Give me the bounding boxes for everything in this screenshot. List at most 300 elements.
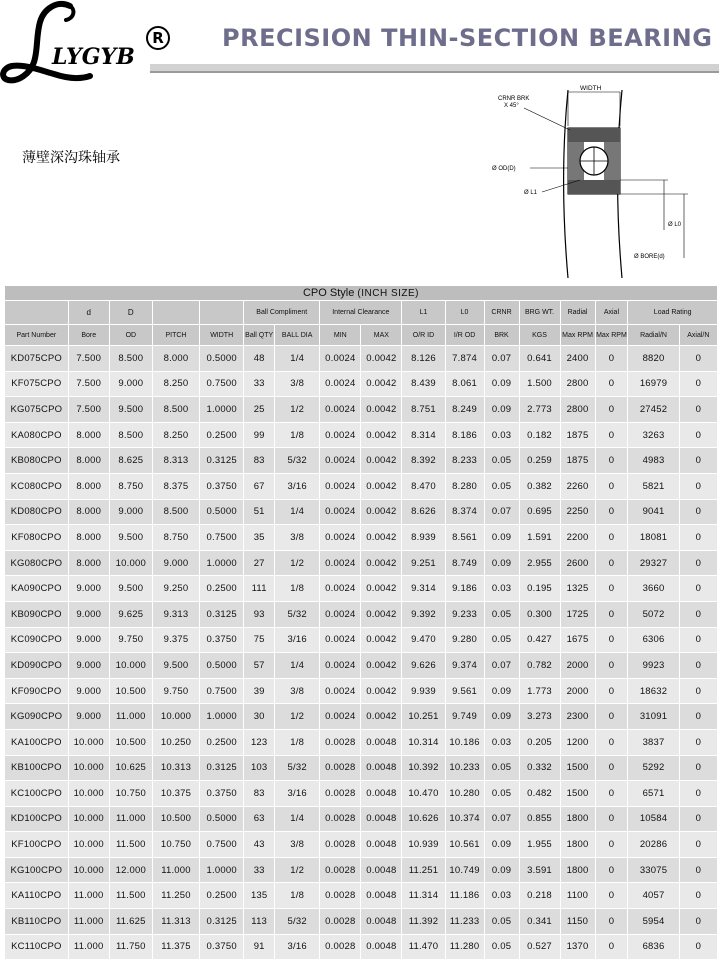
cell-clearance-max: 0.0042 (361, 422, 402, 448)
cell-bearing-weight: 0.527 (519, 934, 560, 960)
cell-load-radial: 16979 (628, 371, 679, 397)
cell-part-number: KD080CPO (5, 499, 69, 525)
cell-load-radial: 27452 (628, 397, 679, 423)
cell-radial-max-rpm: 2260 (560, 473, 595, 499)
cell-axial-max-rpm: 0 (595, 525, 628, 551)
table-row (5, 806, 718, 832)
cell-part-number: KF080CPO (5, 525, 69, 551)
cell-od: 10.500 (109, 729, 152, 755)
cell-bore: 8.000 (68, 422, 109, 448)
cell-od: 11.500 (109, 883, 152, 909)
cell-ball-dia: 3/8 (275, 832, 320, 858)
cell-or-id: 10.939 (402, 832, 445, 858)
cell-load-radial: 29327 (628, 550, 679, 576)
cell-bore: 7.500 (68, 371, 109, 397)
cell-clearance-max: 0.0042 (361, 550, 402, 576)
header-cell-internal-clearance: Internal Clearance (320, 301, 402, 325)
cell-width: 1.0000 (200, 857, 244, 883)
cell-part-number: KC110CPO (5, 934, 69, 960)
cell-clearance-min: 0.0028 (320, 909, 361, 935)
cell-width: 1.0000 (200, 704, 244, 730)
cell-corner-break: 0.07 (484, 346, 519, 372)
cell-clearance-min: 0.0028 (320, 883, 361, 909)
cell-axial-max-rpm: 0 (595, 934, 628, 960)
cell-corner-break: 0.09 (484, 678, 519, 704)
cell-radial-max-rpm: 2250 (560, 499, 595, 525)
cell-ball-dia: 1/8 (275, 422, 320, 448)
cell-load-axial: 0 (679, 729, 717, 755)
table-row (5, 499, 718, 525)
cell-clearance-min: 0.0024 (320, 473, 361, 499)
cell-clearance-min: 0.0028 (320, 934, 361, 960)
cell-load-axial: 0 (679, 704, 717, 730)
cell-radial-max-rpm: 1725 (560, 601, 595, 627)
cell-ir-od: 9.749 (445, 704, 484, 730)
cell-bore: 11.000 (68, 883, 109, 909)
column-header: O/R ID (402, 325, 445, 346)
cell-od: 12.000 (109, 857, 152, 883)
cell-load-radial: 9041 (628, 499, 679, 525)
cell-or-id: 8.939 (402, 525, 445, 551)
cell-axial-max-rpm: 0 (595, 806, 628, 832)
cell-ir-od: 9.280 (445, 627, 484, 653)
column-header: Max RPM (560, 325, 595, 346)
cell-corner-break: 0.05 (484, 601, 519, 627)
cell-ball-dia: 5/32 (275, 755, 320, 781)
cell-part-number: KF075CPO (5, 371, 69, 397)
cell-ball-dia: 3/16 (275, 781, 320, 807)
cell-bore: 8.000 (68, 499, 109, 525)
cell-corner-break: 0.09 (484, 832, 519, 858)
cell-bore: 9.000 (68, 576, 109, 602)
cell-bearing-weight: 0.195 (519, 576, 560, 602)
cell-ball-dia: 5/32 (275, 909, 320, 935)
cell-load-radial: 6571 (628, 781, 679, 807)
cell-clearance-min: 0.0024 (320, 576, 361, 602)
cell-od: 11.000 (109, 806, 152, 832)
cell-axial-max-rpm: 0 (595, 601, 628, 627)
cell-clearance-min: 0.0028 (320, 755, 361, 781)
cell-radial-max-rpm: 1100 (560, 883, 595, 909)
cell-ball-dia: 5/32 (275, 448, 320, 474)
cell-clearance-max: 0.0048 (361, 832, 402, 858)
cell-width: 0.3750 (200, 627, 244, 653)
cell-load-axial: 0 (679, 755, 717, 781)
cell-ball-dia: 3/16 (275, 473, 320, 499)
cell-ball-dia: 3/8 (275, 678, 320, 704)
cell-ball-dia: 3/16 (275, 934, 320, 960)
cell-ball-qty: 63 (244, 806, 275, 832)
table-header-row-2 (5, 325, 718, 346)
cell-bearing-weight: 0.300 (519, 601, 560, 627)
cell-ball-dia: 1/2 (275, 397, 320, 423)
cell-ball-qty: 48 (244, 346, 275, 372)
table-title-sub: (INCH SIZE) (357, 288, 420, 299)
cell-pitch: 10.250 (152, 729, 199, 755)
column-header: KGS (519, 325, 560, 346)
cell-ball-dia: 1/8 (275, 576, 320, 602)
cell-radial-max-rpm: 2800 (560, 397, 595, 423)
cell-width: 0.5000 (200, 806, 244, 832)
cell-bore: 9.000 (68, 601, 109, 627)
cell-ball-dia: 1/2 (275, 550, 320, 576)
cell-bearing-weight: 0.259 (519, 448, 560, 474)
cell-ball-qty: 25 (244, 397, 275, 423)
cell-clearance-min: 0.0028 (320, 806, 361, 832)
cell-clearance-max: 0.0042 (361, 473, 402, 499)
cell-clearance-min: 0.0024 (320, 601, 361, 627)
cell-ball-qty: 27 (244, 550, 275, 576)
cell-pitch: 8.750 (152, 525, 199, 551)
cell-ball-qty: 103 (244, 755, 275, 781)
corner-angle-label: X 45° (504, 103, 519, 109)
cell-bore: 9.000 (68, 678, 109, 704)
cell-clearance-max: 0.0042 (361, 499, 402, 525)
cell-load-axial: 0 (679, 499, 717, 525)
cell-ball-qty: 43 (244, 832, 275, 858)
cell-bore: 9.000 (68, 704, 109, 730)
column-header: Max RPM (595, 325, 628, 346)
cell-part-number: KD090CPO (5, 653, 69, 679)
cell-ball-dia: 1/2 (275, 704, 320, 730)
cell-bore: 10.000 (68, 857, 109, 883)
cell-od: 9.000 (109, 371, 152, 397)
cell-bearing-weight: 1.773 (519, 678, 560, 704)
page-title: PRECISION THIN-SECTION BEARING (222, 24, 713, 52)
cell-ir-od: 9.561 (445, 678, 484, 704)
cell-load-radial: 5292 (628, 755, 679, 781)
cell-load-radial: 10584 (628, 806, 679, 832)
cell-clearance-min: 0.0028 (320, 729, 361, 755)
cell-or-id: 11.314 (402, 883, 445, 909)
cell-ball-dia: 1/4 (275, 806, 320, 832)
cell-bearing-weight: 0.641 (519, 346, 560, 372)
table-header-row-1 (5, 301, 718, 325)
cell-load-radial: 5821 (628, 473, 679, 499)
column-header: BALL DIA (275, 325, 320, 346)
cell-od: 10.000 (109, 653, 152, 679)
cell-clearance-min: 0.0024 (320, 627, 361, 653)
header-cell: Axial (595, 301, 628, 325)
l1-label: Ø L1 (524, 190, 538, 196)
cell-ir-od: 10.186 (445, 729, 484, 755)
cell-clearance-max: 0.0048 (361, 883, 402, 909)
column-header: Radial/N (628, 325, 679, 346)
cell-axial-max-rpm: 0 (595, 857, 628, 883)
cell-part-number: KC090CPO (5, 627, 69, 653)
cell-ir-od: 8.749 (445, 550, 484, 576)
cell-clearance-max: 0.0042 (361, 397, 402, 423)
cell-corner-break: 0.03 (484, 422, 519, 448)
width-label: WIDTH (580, 85, 602, 92)
header-cell-load-rating: Load Rating (628, 301, 718, 325)
table-row (5, 678, 718, 704)
cell-pitch: 11.250 (152, 883, 199, 909)
cell-ir-od: 9.374 (445, 653, 484, 679)
cell-bearing-weight: 2.955 (519, 550, 560, 576)
cell-bore: 9.000 (68, 653, 109, 679)
cell-width: 0.3125 (200, 448, 244, 474)
cell-od: 9.625 (109, 601, 152, 627)
cell-bore: 9.000 (68, 627, 109, 653)
cell-load-axial: 0 (679, 832, 717, 858)
cell-ir-od: 9.233 (445, 601, 484, 627)
cell-pitch: 9.250 (152, 576, 199, 602)
cell-od: 9.500 (109, 576, 152, 602)
column-header: WIDTH (200, 325, 244, 346)
cell-bearing-weight: 1.955 (519, 832, 560, 858)
cell-clearance-min: 0.0024 (320, 397, 361, 423)
cell-part-number: KB090CPO (5, 601, 69, 627)
cell-clearance-max: 0.0048 (361, 934, 402, 960)
header-cell: d (68, 301, 109, 325)
cell-radial-max-rpm: 1150 (560, 909, 595, 935)
cell-load-radial: 31091 (628, 704, 679, 730)
cell-or-id: 9.939 (402, 678, 445, 704)
cell-corner-break: 0.05 (484, 909, 519, 935)
cell-corner-break: 0.03 (484, 729, 519, 755)
cell-pitch: 9.500 (152, 653, 199, 679)
table-row (5, 473, 718, 499)
cell-radial-max-rpm: 2200 (560, 525, 595, 551)
cell-or-id: 10.251 (402, 704, 445, 730)
cell-or-id: 11.251 (402, 857, 445, 883)
cell-corner-break: 0.03 (484, 576, 519, 602)
cell-bearing-weight: 0.427 (519, 627, 560, 653)
cell-clearance-max: 0.0048 (361, 781, 402, 807)
cell-width: 0.3750 (200, 934, 244, 960)
cell-ball-dia: 5/32 (275, 601, 320, 627)
cell-part-number: KB110CPO (5, 909, 69, 935)
cell-axial-max-rpm: 0 (595, 883, 628, 909)
table-row (5, 781, 718, 807)
table-row (5, 601, 718, 627)
cell-width: 0.5000 (200, 499, 244, 525)
cell-corner-break: 0.03 (484, 883, 519, 909)
cell-bearing-weight: 0.382 (519, 473, 560, 499)
cell-corner-break: 0.05 (484, 627, 519, 653)
cell-width: 0.2500 (200, 883, 244, 909)
column-header: Bore (68, 325, 109, 346)
cell-load-radial: 5954 (628, 909, 679, 935)
cell-bore: 10.000 (68, 832, 109, 858)
cell-bearing-weight: 0.482 (519, 781, 560, 807)
cell-ball-qty: 91 (244, 934, 275, 960)
l0-label: Ø L0 (668, 222, 682, 228)
cell-corner-break: 0.05 (484, 781, 519, 807)
cell-ball-qty: 123 (244, 729, 275, 755)
column-header: MAX (361, 325, 402, 346)
chinese-subtitle: 薄壁深沟珠轴承 (22, 150, 120, 166)
cell-pitch: 11.375 (152, 934, 199, 960)
cell-bore: 7.500 (68, 397, 109, 423)
cell-bore: 10.000 (68, 806, 109, 832)
cell-clearance-max: 0.0048 (361, 909, 402, 935)
cell-bore: 11.000 (68, 909, 109, 935)
cell-part-number: KD075CPO (5, 346, 69, 372)
cell-clearance-min: 0.0028 (320, 857, 361, 883)
cell-clearance-max: 0.0042 (361, 525, 402, 551)
table-row (5, 653, 718, 679)
cell-pitch: 10.000 (152, 704, 199, 730)
cell-radial-max-rpm: 1875 (560, 422, 595, 448)
cell-part-number: KG080CPO (5, 550, 69, 576)
cell-corner-break: 0.09 (484, 397, 519, 423)
bearing-section (568, 128, 620, 194)
cell-clearance-max: 0.0048 (361, 806, 402, 832)
cell-ir-od: 8.186 (445, 422, 484, 448)
cell-pitch: 9.313 (152, 601, 199, 627)
cell-ball-qty: 93 (244, 601, 275, 627)
table-row (5, 371, 718, 397)
cell-radial-max-rpm: 2800 (560, 371, 595, 397)
cell-pitch: 8.500 (152, 499, 199, 525)
cell-clearance-min: 0.0024 (320, 550, 361, 576)
cell-load-axial: 0 (679, 473, 717, 499)
cell-part-number: KB080CPO (5, 448, 69, 474)
cell-load-radial: 20286 (628, 832, 679, 858)
cell-ball-qty: 33 (244, 857, 275, 883)
cell-or-id: 8.314 (402, 422, 445, 448)
cell-ball-qty: 67 (244, 473, 275, 499)
column-header: Ball QTY (244, 325, 275, 346)
cell-od: 11.750 (109, 934, 152, 960)
column-header: MIN (320, 325, 361, 346)
cell-width: 0.3125 (200, 755, 244, 781)
cell-axial-max-rpm: 0 (595, 653, 628, 679)
cell-pitch: 10.375 (152, 781, 199, 807)
cell-clearance-max: 0.0042 (361, 576, 402, 602)
cell-load-axial: 0 (679, 781, 717, 807)
cell-od: 8.500 (109, 346, 152, 372)
cell-ball-dia: 1/2 (275, 857, 320, 883)
cell-or-id: 10.392 (402, 755, 445, 781)
corner-break-label: CRNR BRK (498, 96, 530, 102)
table-row (5, 422, 718, 448)
cell-load-axial: 0 (679, 550, 717, 576)
od-label: Ø OD(D) (492, 166, 516, 172)
column-header: I/R OD (445, 325, 484, 346)
header-cell: BRG WT. (519, 301, 560, 325)
cell-bearing-weight: 0.695 (519, 499, 560, 525)
cell-ball-qty: 35 (244, 525, 275, 551)
logo-graphic (0, 0, 150, 92)
cell-load-radial: 33075 (628, 857, 679, 883)
cell-or-id: 8.126 (402, 346, 445, 372)
cell-ir-od: 8.061 (445, 371, 484, 397)
cell-radial-max-rpm: 1800 (560, 806, 595, 832)
cell-load-radial: 18081 (628, 525, 679, 551)
cell-width: 0.3750 (200, 781, 244, 807)
bearing-cross-section-diagram (484, 80, 710, 280)
cell-width: 0.7500 (200, 525, 244, 551)
cell-od: 9.500 (109, 397, 152, 423)
cell-clearance-max: 0.0042 (361, 346, 402, 372)
column-header: Axial/N (679, 325, 717, 346)
cell-load-radial: 3837 (628, 729, 679, 755)
logo-text: LYGYB (52, 44, 135, 70)
cell-pitch: 10.500 (152, 806, 199, 832)
cell-bearing-weight: 0.218 (519, 883, 560, 909)
cell-ball-dia: 1/8 (275, 729, 320, 755)
cell-axial-max-rpm: 0 (595, 448, 628, 474)
cell-part-number: KF090CPO (5, 678, 69, 704)
cell-clearance-min: 0.0024 (320, 525, 361, 551)
cell-part-number: KG090CPO (5, 704, 69, 730)
cell-axial-max-rpm: 0 (595, 781, 628, 807)
cell-axial-max-rpm: 0 (595, 704, 628, 730)
cell-part-number: KA090CPO (5, 576, 69, 602)
header-cell: CRNR (484, 301, 519, 325)
cell-clearance-min: 0.0024 (320, 653, 361, 679)
cell-load-radial: 9923 (628, 653, 679, 679)
column-header: PITCH (152, 325, 199, 346)
cell-part-number: KA100CPO (5, 729, 69, 755)
cell-bearing-weight: 1.591 (519, 525, 560, 551)
cell-load-radial: 5072 (628, 601, 679, 627)
table-row (5, 755, 718, 781)
cell-load-axial: 0 (679, 883, 717, 909)
cell-load-axial: 0 (679, 371, 717, 397)
cell-corner-break: 0.05 (484, 448, 519, 474)
table-row (5, 704, 718, 730)
cell-pitch: 9.750 (152, 678, 199, 704)
cell-clearance-min: 0.0024 (320, 371, 361, 397)
cell-axial-max-rpm: 0 (595, 576, 628, 602)
cell-or-id: 11.470 (402, 934, 445, 960)
column-header: BRK (484, 325, 519, 346)
cell-load-axial: 0 (679, 678, 717, 704)
cell-ir-od: 10.280 (445, 781, 484, 807)
cell-ball-qty: 57 (244, 653, 275, 679)
cell-axial-max-rpm: 0 (595, 499, 628, 525)
table-row (5, 627, 718, 653)
cell-od: 10.000 (109, 550, 152, 576)
cell-ir-od: 8.374 (445, 499, 484, 525)
header-cell-ball-compliment: Ball Compliment (244, 301, 320, 325)
table-row (5, 448, 718, 474)
cell-axial-max-rpm: 0 (595, 832, 628, 858)
cell-part-number: KF100CPO (5, 832, 69, 858)
cell-bore: 8.000 (68, 473, 109, 499)
table-title (5, 286, 718, 301)
cell-width: 0.7500 (200, 371, 244, 397)
cell-radial-max-rpm: 1875 (560, 448, 595, 474)
cell-axial-max-rpm: 0 (595, 422, 628, 448)
cell-pitch: 8.313 (152, 448, 199, 474)
cell-radial-max-rpm: 1500 (560, 781, 595, 807)
cell-ball-dia: 1/4 (275, 499, 320, 525)
cell-pitch: 9.375 (152, 627, 199, 653)
cell-corner-break: 0.09 (484, 371, 519, 397)
table-row (5, 346, 718, 372)
table-row (5, 857, 718, 883)
cell-ball-qty: 113 (244, 909, 275, 935)
cell-pitch: 10.750 (152, 832, 199, 858)
header-divider-shadow (150, 71, 719, 73)
cell-load-axial: 0 (679, 525, 717, 551)
cell-bearing-weight: 0.855 (519, 806, 560, 832)
cell-load-axial: 0 (679, 422, 717, 448)
cell-ir-od: 10.561 (445, 832, 484, 858)
cell-bore: 10.000 (68, 755, 109, 781)
cell-part-number: KD100CPO (5, 806, 69, 832)
column-header: Part Number (5, 325, 69, 346)
cell-width: 0.3125 (200, 601, 244, 627)
cell-part-number: KB100CPO (5, 755, 69, 781)
cell-ir-od: 10.374 (445, 806, 484, 832)
cell-pitch: 11.313 (152, 909, 199, 935)
